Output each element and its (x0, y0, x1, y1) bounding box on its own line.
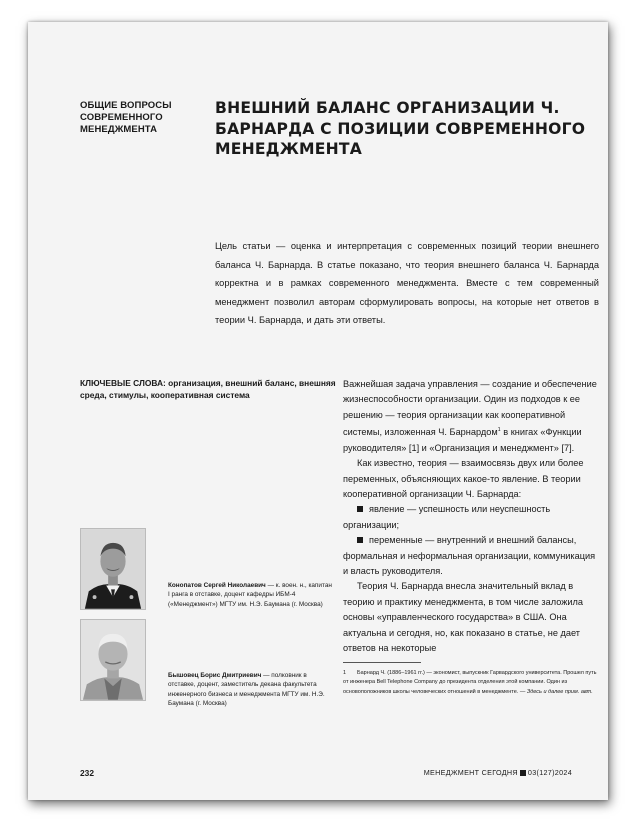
journal-issue: 03(127)2024 (527, 768, 572, 777)
body-paragraph-3: Теория Ч. Барнарда внесла значительный вклад в теорию и практику менеджмента, в том числе заложила основы «управленческого государства» в США. Она актуальна и сегодня, но, как показано в статье, не дает ответов на некоторые (343, 581, 583, 653)
author-portrait-2-graphic (81, 620, 145, 700)
keywords-text: организация, внешний баланс, внешняя среда, стимулы, кооперативная система (80, 378, 336, 400)
page-number: 232 (80, 768, 94, 778)
article-title: ВНЕШНИЙ БАЛАНС ОРГАНИЗАЦИИ Ч. БАРНАРДА С ПОЗИЦИИ СОВРЕМЕННОГО МЕНЕДЖМЕНТА (215, 99, 586, 158)
abstract: Цель статьи — оценка и интерпретация с современных позиций теории внешнего баланса Ч. Барнарда. В статье показано, что теория внешнего баланса Ч. Барнарда корректна и в рамках современного менеджмента. Вместе с тем современный менеджмент позволил авторам сформулировать вопросы, на которые нет ответов в теории Ч. Барнарда, и дать эти ответы. (215, 241, 599, 326)
author-portrait-1-graphic (81, 529, 145, 609)
footnote-number: 1 (343, 670, 347, 676)
footnote-separator (343, 662, 421, 663)
article-body (343, 377, 599, 656)
footnote-text: Барнард Ч. (1886–1961 гг.) — экономист, выпускник Гарвардского университета. Прошел путь от инженера Bell Telephone Company до президента отделения этой компании. Один из основоположников школы человеческих отношений в менеджменте. — (343, 670, 597, 695)
square-bullet-icon (357, 506, 363, 512)
bullet-text: переменные — внутренний и внешний балансы, формальная и неформальная организации, коммуникация и власть руководителя. (343, 535, 596, 576)
body-paragraph-2: Как известно, теория — взаимосвязь двух или более переменных, объясняющих какое-то явление. В теории кооперативной организации Ч. Барнарда: (343, 458, 584, 499)
bullet-item-2 (343, 533, 599, 579)
journal-footer (424, 768, 572, 777)
body-text: Важнейшая задача управления — создание и обеспечение жизнеспособности организации. Один из подходов к ее решению — теория организации как кооперативной системы, изложенная Ч. Барнардом (343, 379, 597, 438)
keywords (80, 378, 342, 401)
square-separator-icon (520, 770, 526, 776)
keywords-label: КЛЮЧЕВЫЕ СЛОВА: (80, 378, 166, 388)
author-description: — полковник в отставке, доцент, заместитель декана факультета инженерного бизнеса и менеджмента МГТУ им. Н.Э. Баумана (г. Москва) (168, 672, 325, 708)
journal-page (28, 22, 608, 800)
author-name: Бышовец Борис Дмитриевич (168, 672, 262, 679)
author-photo-byshovets (80, 619, 146, 701)
journal-name: МЕНЕДЖМЕНТ СЕГОДНЯ (423, 768, 518, 777)
author-info-konopatov (168, 581, 333, 609)
author-description: — к. воен. н., капитан I ранга в отставке, доцент кафедры ИБМ-4 («Менеджмент») МГТУ им. Н.Э. Баумана (г. Москва) (168, 582, 332, 608)
footnote (343, 669, 599, 697)
author-photo-konopatov (80, 528, 146, 610)
footnote-reference: 1 (497, 427, 501, 434)
author-info-byshovets (168, 671, 333, 709)
footnote-note: Здесь и далее прим. авт. (526, 688, 593, 695)
author-name: Конопатов Сергей Николаевич (168, 582, 266, 589)
body-paragraph-1 (343, 377, 599, 456)
section-label: ОБЩИЕ ВОПРОСЫ СОВРЕМЕННОГО МЕНЕДЖМЕНТА (80, 100, 172, 135)
bullet-item-1 (343, 502, 599, 533)
square-bullet-icon (357, 537, 363, 543)
bullet-text: явление — успешность или неуспешность организации; (343, 504, 551, 530)
body-text: в книгах «Функции руководителя» [1] и «Организация и менеджмент» [7]. (343, 427, 582, 453)
